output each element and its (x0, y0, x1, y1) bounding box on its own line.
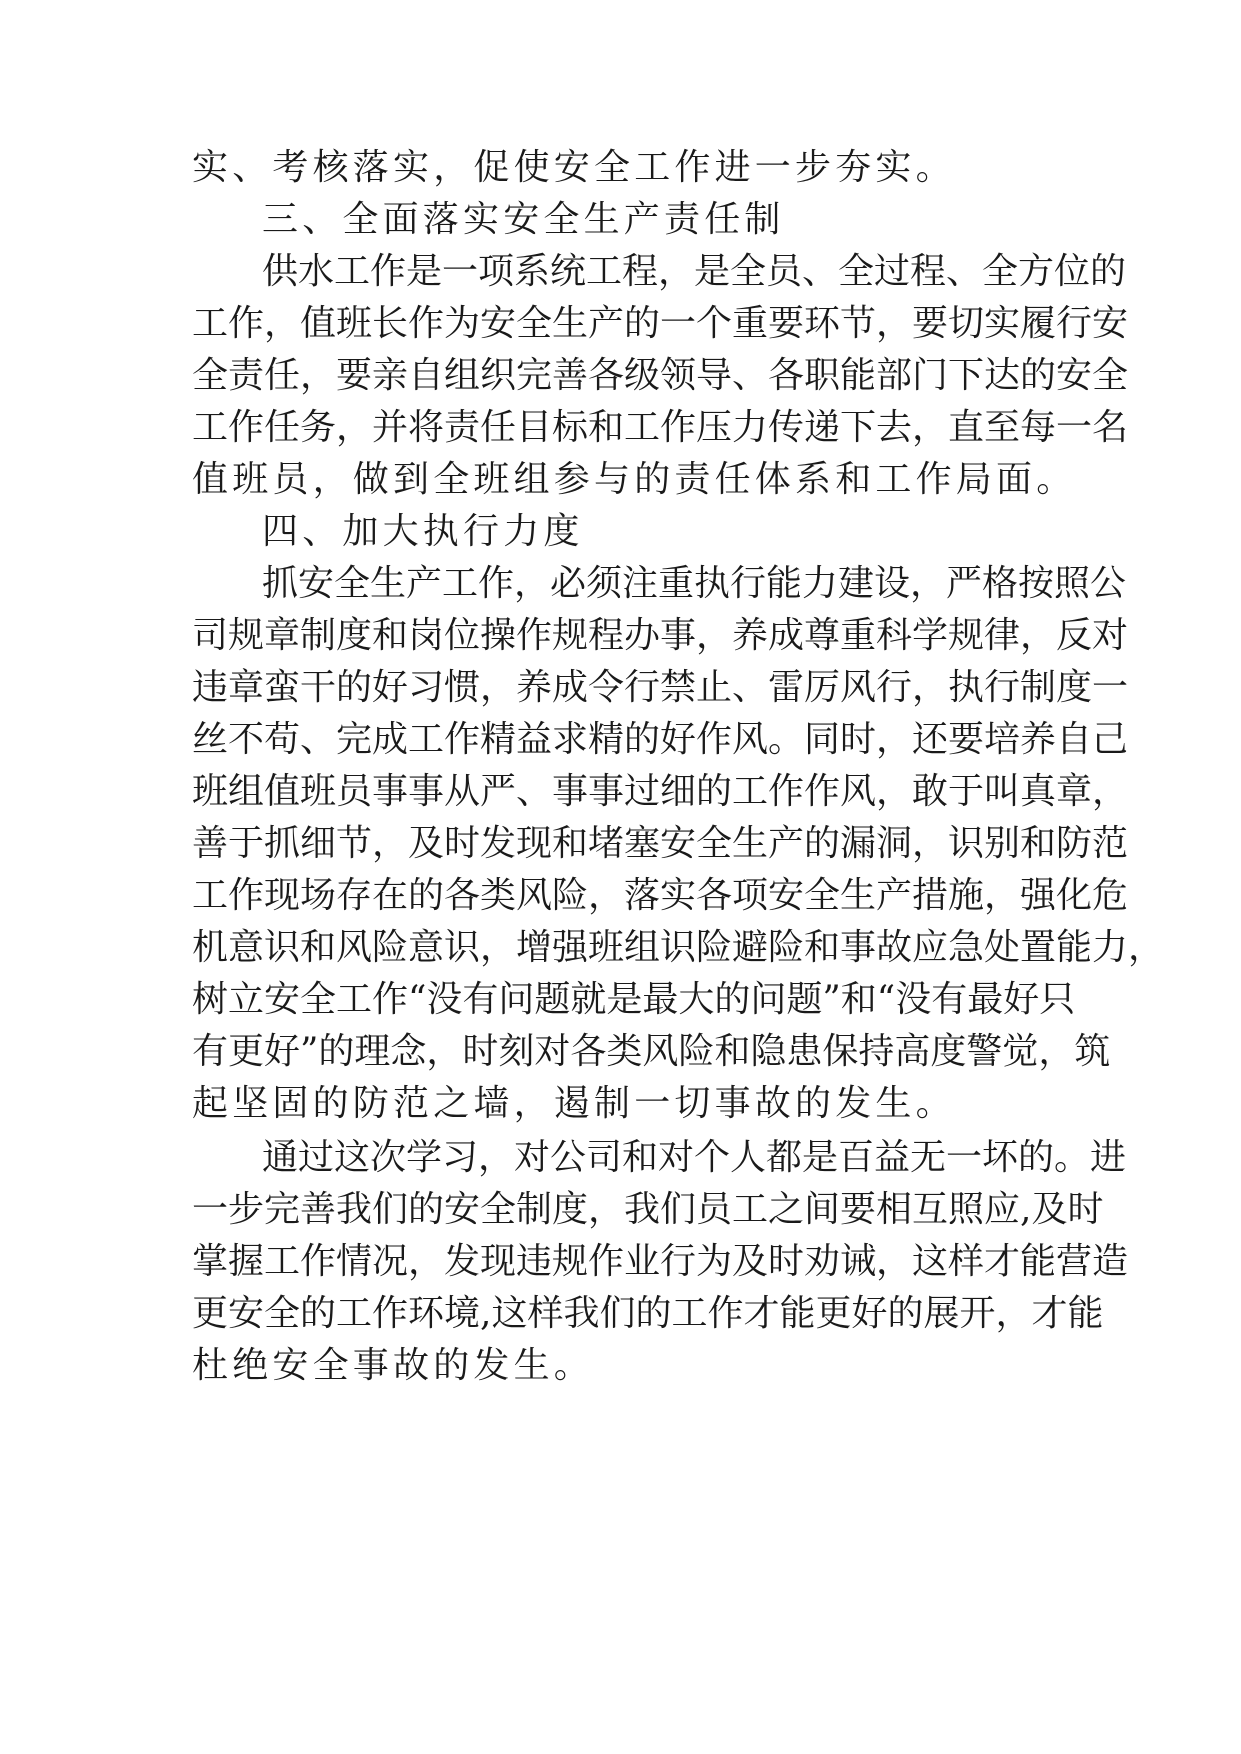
paragraph-line: 树立安全工作“没有问题就是最大的问题”和“没有最好只 (192, 979, 1076, 1020)
paragraph-line: 有更好”的理念，时刻对各类风险和隐患保持高度警觉，筑 (192, 1031, 1111, 1072)
paragraph-line: 一步完善我们的安全制度，我们员工之间要相互照应,及时 (192, 1189, 1104, 1230)
paragraph-line: 司规章制度和岗位操作规程办事，养成尊重科学规律，反对 (192, 615, 1129, 656)
paragraph-line: 杜绝安全事故的发生。 (192, 1345, 595, 1386)
paragraph-line: 实、考核落实，促使安全工作进一步夯实。 (192, 147, 956, 188)
paragraph-line: 通过这次学习，对公司和对个人都是百益无一坏的。进 (262, 1137, 1127, 1178)
paragraph-line: 工作任务，并将责任目标和工作压力传递下去，直至每一名 (192, 407, 1129, 448)
paragraph-line: 工作现场存在的各类风险，落实各项安全生产措施，强化危 (192, 875, 1129, 916)
section-heading: 四、加大执行力度 (262, 511, 584, 552)
paragraph-line: 班组值班员事事从严、事事过细的工作作风，敢于叫真章， (192, 771, 1129, 812)
paragraph-line: 掌握工作情况，发现违规作业行为及时劝诫，这样才能营造 (192, 1241, 1129, 1282)
paragraph-line: 抓安全生产工作，必须注重执行能力建设，严格按照公 (262, 563, 1127, 604)
paragraph-line: 善于抓细节，及时发现和堵塞安全生产的漏洞，识别和防范 (192, 823, 1129, 864)
paragraph-line: 违章蛮干的好习惯，养成令行禁止、雷厉风行，执行制度一 (192, 667, 1129, 708)
paragraph-line: 丝不苟、完成工作精益求精的好作风。同时，还要培养自己 (192, 719, 1129, 760)
paragraph-line: 机意识和风险意识，增强班组识险避险和事故应急处置能力， (192, 927, 1165, 968)
paragraph-line: 更安全的工作环境,这样我们的工作才能更好的展开，才能 (192, 1293, 1104, 1334)
paragraph-line: 全责任，要亲自组织完善各级领导、各职能部门下达的安全 (192, 355, 1129, 396)
paragraph-line: 工作，值班长作为安全生产的一个重要环节，要切实履行安 (192, 303, 1129, 344)
paragraph-line: 值班员，做到全班组参与的责任体系和工作局面。 (192, 459, 1077, 500)
paragraph-line: 起坚固的防范之墙，遏制一切事故的发生。 (192, 1083, 956, 1124)
paragraph-line: 供水工作是一项系统工程，是全员、全过程、全方位的 (262, 251, 1127, 292)
section-heading: 三、全面落实安全生产责任制 (262, 199, 785, 240)
